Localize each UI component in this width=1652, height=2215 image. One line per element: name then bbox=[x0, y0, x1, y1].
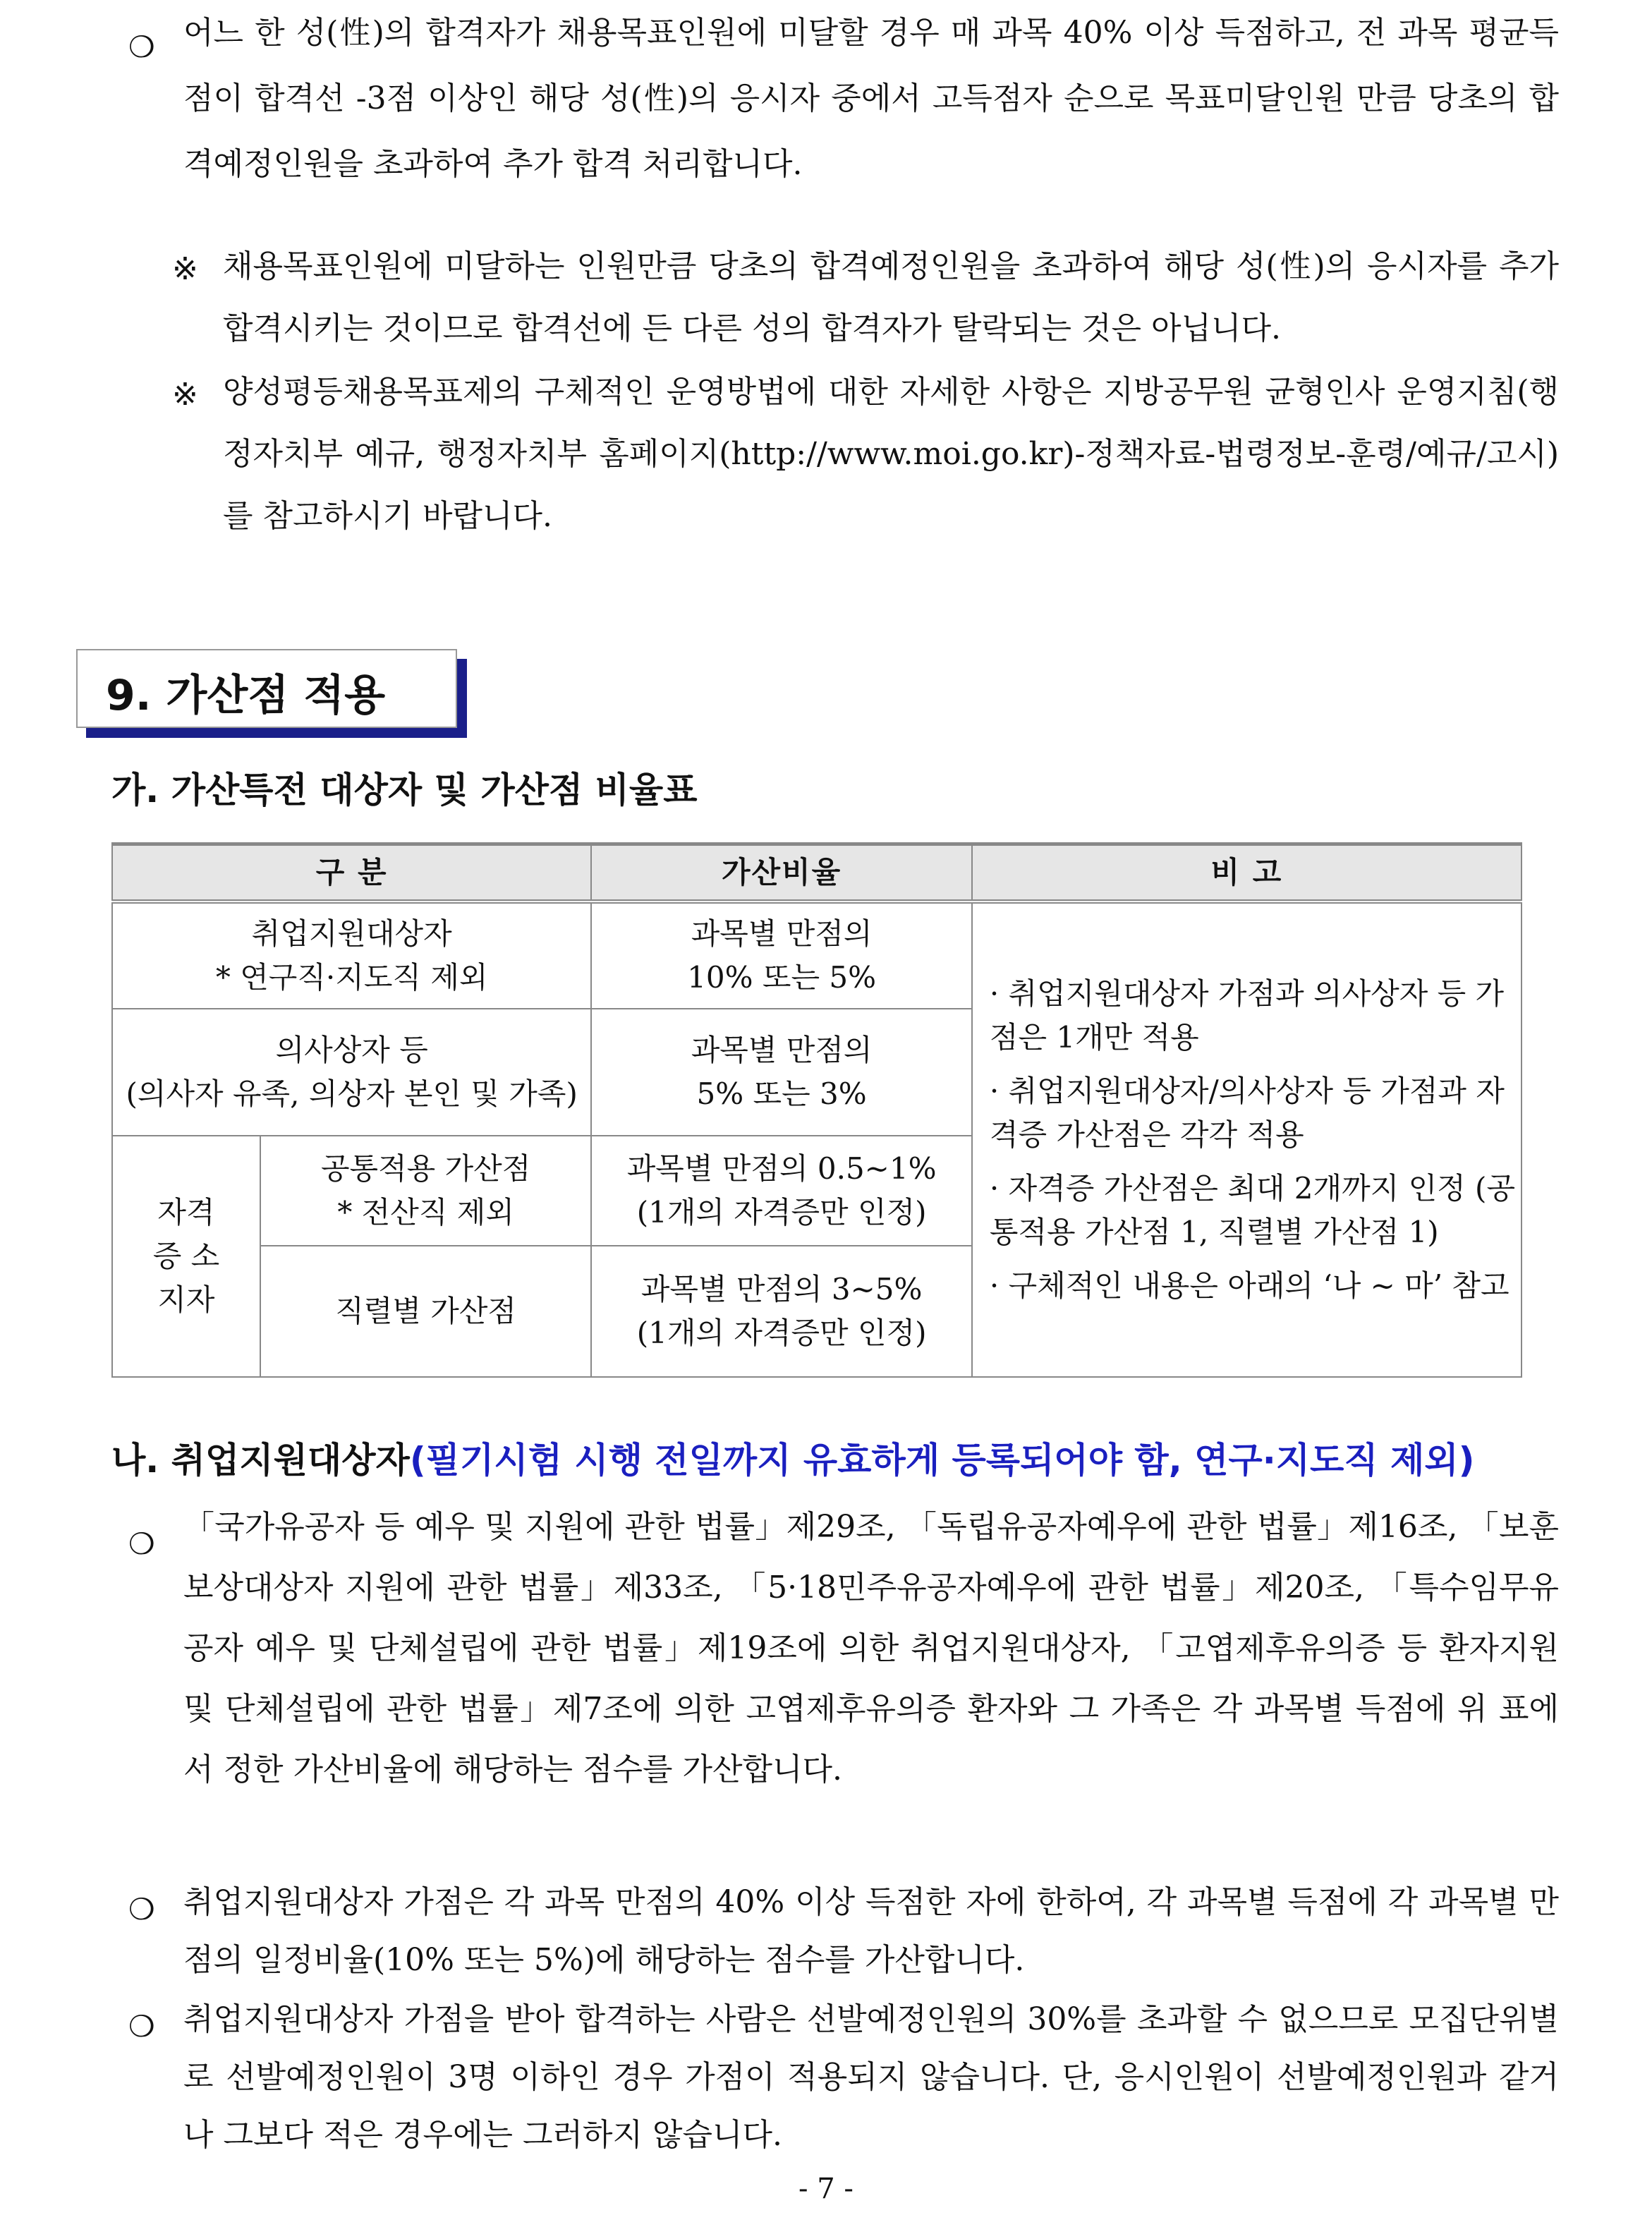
subsection-b-heading bbox=[111, 1432, 1593, 1483]
note-mark-icon: ※ bbox=[172, 251, 198, 287]
note-mark-icon: ※ bbox=[172, 377, 198, 413]
category-cell bbox=[112, 902, 591, 1009]
rate-cell bbox=[591, 902, 972, 1009]
bullet-icon: ❍ bbox=[128, 2009, 155, 2044]
bullet-icon: ❍ bbox=[128, 30, 155, 64]
bullet-icon: ❍ bbox=[128, 1527, 155, 1561]
sub-category-cell bbox=[260, 1136, 591, 1246]
section-title: 9. 가산점 적용 bbox=[106, 671, 386, 720]
paragraph-bonus-limit: 취업지원대상자 가점을 받아 합격하는 사람은 선발예정인원의 30%를 초과할 수 없으므로 모집단위별로 선발예정인원이 3명 이하인 경우 가점이 적용되지 않습니다. 단, 응시인원이 선발예정인원과 같거나 그보다 적은 경우에는 그러하지 않습니다. bbox=[183, 2001, 1559, 2153]
bonus-rate-table bbox=[111, 842, 1522, 1378]
note-item: · 취업지원대상자/의사상자 등 가점과 자격증 가산점은 각각 적용 bbox=[989, 1074, 1505, 1152]
rate-cell bbox=[591, 1246, 972, 1377]
notes-cell bbox=[972, 902, 1522, 1377]
paragraph-law-list: 「국가유공자 등 예우 및 지원에 관한 법률」제29조, 「독립유공자예우에 관한 법률」제16조, 「보훈보상대상자 지원에 관한 법률」제33조, 「5·18민주유공자예우에 관한 법률」제20조, 「특수임무유공자 예우 및 단체설립에 관한 법률」제19조에 의한 취업지원대상자, 「고엽제후유의증 등 환자지원 및 단체설립에 관한 법률」제7조에 의한 고엽제후유의증 환자와 그 가족은 각 과목별 득점에 위 표에서 정한 가산비율에 해당하는 점수를 가산합니다. bbox=[183, 1509, 1559, 1788]
category-note: * 연구직·지도직 제외 bbox=[215, 960, 488, 995]
rate-label: 과목별 만점의 bbox=[691, 916, 873, 951]
note-item: · 구체적인 내용은 아래의 ‘나 ~ 마’ 참고 bbox=[989, 1268, 1510, 1303]
rate-value: 5% 또는 3% bbox=[696, 1076, 867, 1111]
header-category: 구 분 bbox=[112, 844, 591, 902]
subsection-b-title: 나. 취업지원대상자 bbox=[111, 1440, 410, 1481]
note-2: 양성평등채용목표제의 구체적인 운영방법에 대한 자세한 사항은 지방공무원 균형인사 운영지침(행정자치부 예규, 행정자치부 홈페이지(http://www.moi.go.kr)-정책자료-법령정보-훈령/예규/고시)를 참고하시기 바랍니다. bbox=[223, 374, 1559, 534]
rate-cell bbox=[591, 1009, 972, 1136]
note-item: · 취업지원대상자 가점과 의사상자 등 가점은 1개만 적용 bbox=[989, 976, 1505, 1055]
header-rate: 가산비율 bbox=[591, 844, 972, 902]
paragraph-bonus-condition: 취업지원대상자 가점은 각 과목 만점의 40% 이상 득점한 자에 한하여, 각 과목별 득점에 각 과목별 만점의 일정비율(10% 또는 5%)에 해당하는 점수를 가산합니다. bbox=[183, 1884, 1559, 1978]
sub-category-cell bbox=[260, 1246, 591, 1377]
rate-value: (1개의 자격증만 인정) bbox=[636, 1316, 927, 1350]
category-label: 취업지원대상자 bbox=[251, 916, 452, 951]
group-label: 자격증 소지자 bbox=[152, 1195, 220, 1317]
rate-label: 과목별 만점의 bbox=[691, 1033, 873, 1067]
rate-value: (1개의 자격증만 인정) bbox=[636, 1195, 927, 1230]
subsection-a-title: 가. 가산특전 대상자 및 가산점 비율표 bbox=[111, 770, 698, 811]
rate-label: 과목별 만점의 3~5% bbox=[640, 1272, 923, 1306]
rate-cell bbox=[591, 1136, 972, 1246]
rate-value: 10% 또는 5% bbox=[687, 960, 877, 995]
note-1: 채용목표인원에 미달하는 인원만큼 당초의 합격예정인원을 초과하여 해당 성(性)의 응시자를 추가 합격시키는 것이므로 합격선에 든 다른 성의 합격자가 탈락되는 것은 아닙니다. bbox=[223, 248, 1559, 346]
subsection-b-title-note: (필기시험 시행 전일까지 유효하게 등록되어야 함, 연구·지도직 제외) bbox=[409, 1440, 1475, 1481]
rate-label: 과목별 만점의 0.5~1% bbox=[626, 1151, 937, 1186]
note-item: · 자격증 가산점은 최대 2개까지 인정 (공통적용 가산점 1, 직렬별 가산점 1) bbox=[989, 1171, 1516, 1249]
page-number: - 7 - bbox=[798, 2173, 854, 2205]
group-cell bbox=[112, 1136, 260, 1377]
table-row bbox=[112, 902, 1522, 1009]
table-header-row bbox=[112, 844, 1522, 902]
category-cell bbox=[112, 1009, 591, 1136]
intro-paragraph: 어느 한 성(性)의 합격자가 채용목표인원에 미달할 경우 매 과목 40% 이상 득점하고, 전 과목 평균득점이 합격선 -3점 이상인 해당 성(性)의 응시자 중에서 고득점자 순으로 목표미달인원 만큼 당초의 합격예정인원을 초과하여 추가 합격 처리합니다. bbox=[183, 15, 1559, 182]
header-note: 비 고 bbox=[972, 844, 1522, 902]
bullet-icon: ❍ bbox=[128, 1892, 155, 1926]
category-note: (의사자 유족, 의상자 본인 및 가족) bbox=[126, 1076, 578, 1111]
sub-category-note: * 전산직 제외 bbox=[337, 1195, 514, 1230]
sub-category-label: 공통적용 가산점 bbox=[320, 1151, 531, 1186]
section-heading-box bbox=[76, 649, 457, 728]
sub-category-label: 직렬별 가산점 bbox=[335, 1294, 517, 1328]
category-label: 의사상자 등 bbox=[275, 1033, 428, 1067]
